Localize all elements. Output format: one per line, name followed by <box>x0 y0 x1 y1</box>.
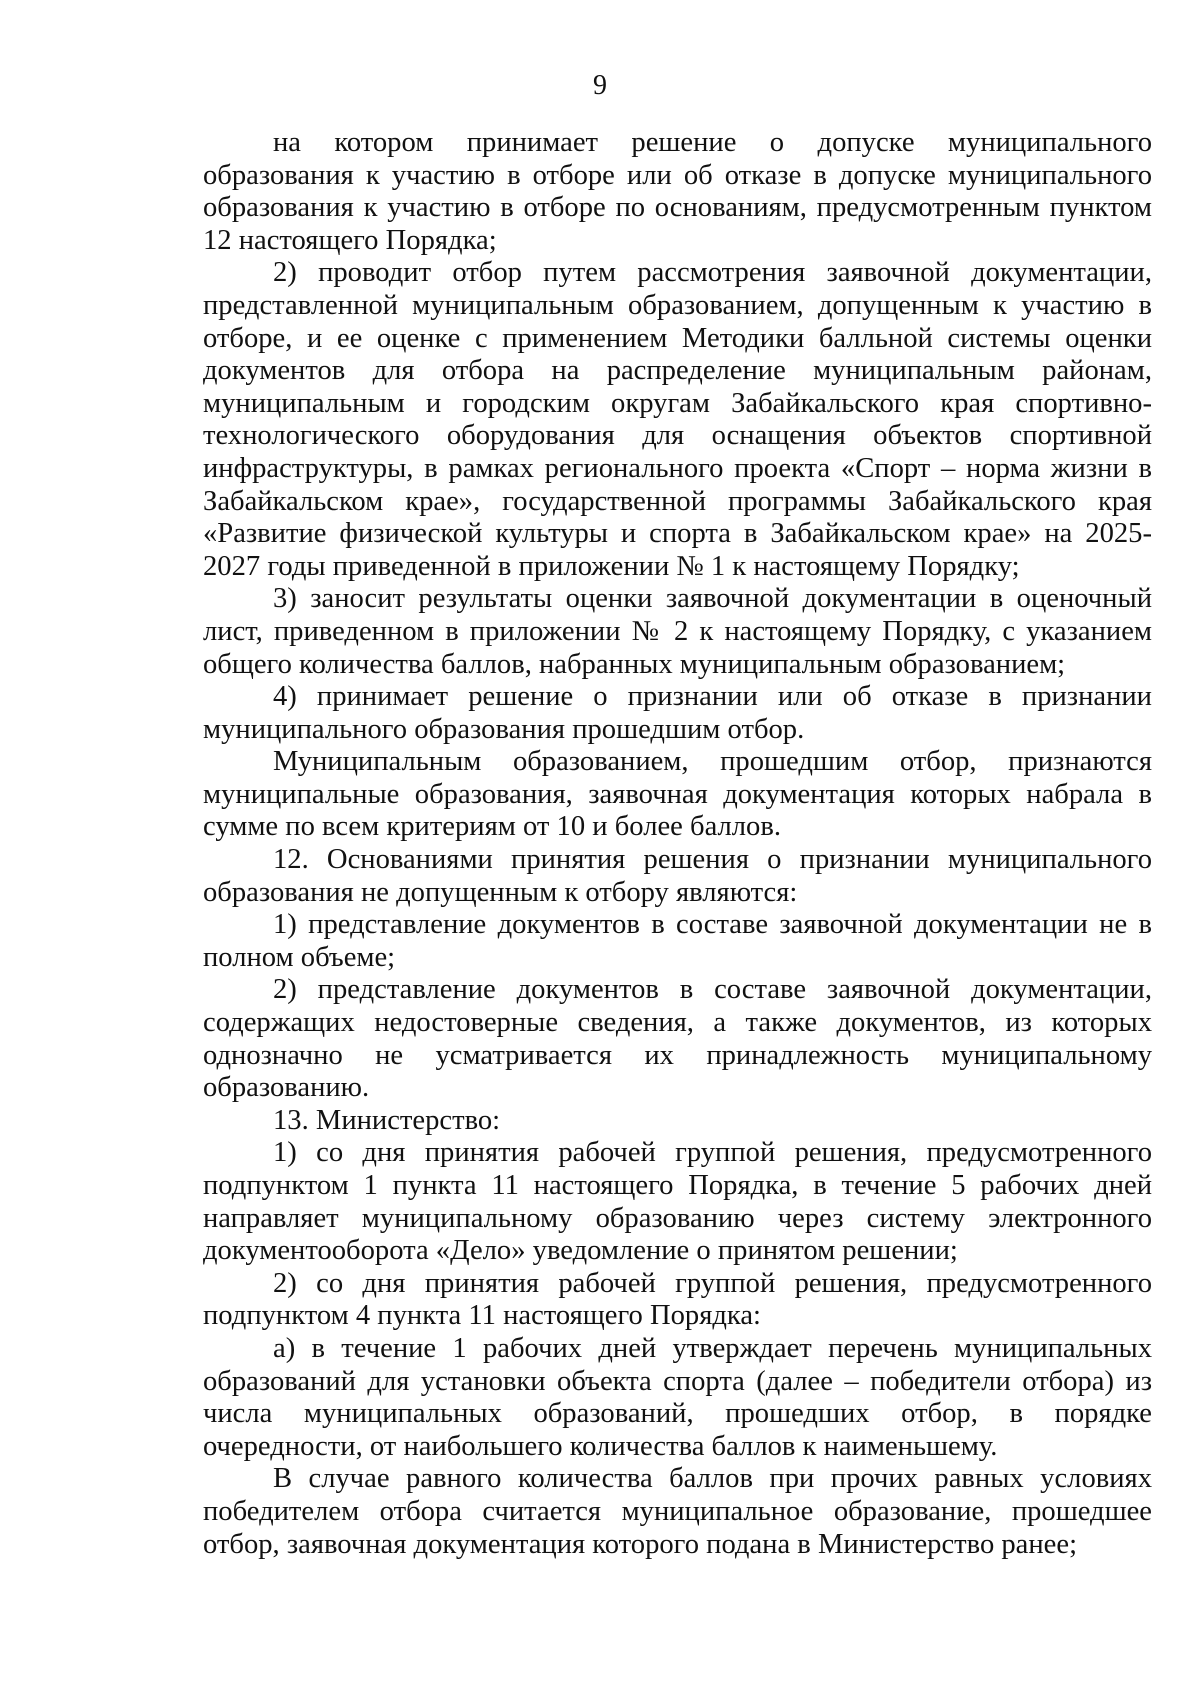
paragraph-item-4: 4) принимает решение о признании или об отказе в признании муниципального образования прошедшим отбор. <box>203 681 1152 745</box>
paragraph-section-12-item-2: 2) представление документов в составе заявочной документации, содержащих недостоверные сведения, а также документов, из которых однозначно не усматривается их принадлежность муниципальному образованию. <box>203 974 1152 1104</box>
paragraph-section-12: 12. Основаниями принятия решения о признании муниципального образования не допущенным к отбору являются: <box>203 844 1152 908</box>
paragraph-section-13-item-2: 2) со дня принятия рабочей группой решения, предусмотренного подпунктом 4 пункта 11 настоящего Порядка: <box>203 1267 1152 1332</box>
document-body <box>203 127 1152 1561</box>
paragraph-passed-selection: Муниципальным образованием, прошедшим отбор, признаются муниципальные образования, заявочная документация которых набрала в сумме по всем критериям от 10 и более баллов. <box>203 746 1152 843</box>
paragraph-item-3: 3) заносит результаты оценки заявочной документации в оценочный лист, приведенном в приложении № 2 к настоящему Порядку, с указанием общего количества баллов, набранных муниципальным образованием; <box>203 583 1152 680</box>
paragraph-continuation: на котором принимает решение о допуске муниципального образования к участию в отборе или об отказе в допуске муниципального образования к участию в отборе по основаниям, предусмотренным пунктом 12 настоящего Порядка; <box>203 127 1152 256</box>
paragraph-item-2: 2) проводит отбор путем рассмотрения заявочной документации, представленной муниципальным образованием, допущенным к участию в отборе, и ее оценке с применением Методики балльной системы оценки документов для отбора на распределение муниципальным районам, муниципальным и городским округам Забайкальского края спортивно-технологического оборудования для оснащения объектов спортивной инфраструктуры, в рамках регионального проекта «Спорт – норма жизни в Забайкальском крае», государственной программы Забайкальского края «Развитие физической культуры и спорта в Забайкальском крае» на 2025-2027 годы приведенной в приложении № 1 к настоящему Порядку; <box>203 257 1152 582</box>
paragraph-section-12-item-1: 1) представление документов в составе заявочной документации не в полном объеме; <box>203 909 1152 973</box>
page-number: 9 <box>593 70 607 101</box>
paragraph-section-13: 13. Министерство: <box>273 1104 501 1136</box>
paragraph-section-13-item-2a: а) в течение 1 рабочих дней утверждает перечень муниципальных образований для установки объекта спорта (далее – победители отбора) из числа муниципальных образований, прошедших отбор, в порядке очередности, от наибольшего количества баллов к наименьшему. <box>203 1332 1152 1462</box>
paragraph-equal-scores: В случае равного количества баллов при прочих равных условиях победителем отбора считается муниципальное образование, прошедшее отбор, заявочная документация которого подана в Министерство ранее; <box>203 1463 1152 1560</box>
paragraph-section-13-item-1: 1) со дня принятия рабочей группой решения, предусмотренного подпунктом 1 пункта 11 настоящего Порядка, в течение 5 рабочих дней направляет муниципальному образованию через систему электронного документооборота «Дело» уведомление о принятом решении; <box>203 1137 1152 1267</box>
